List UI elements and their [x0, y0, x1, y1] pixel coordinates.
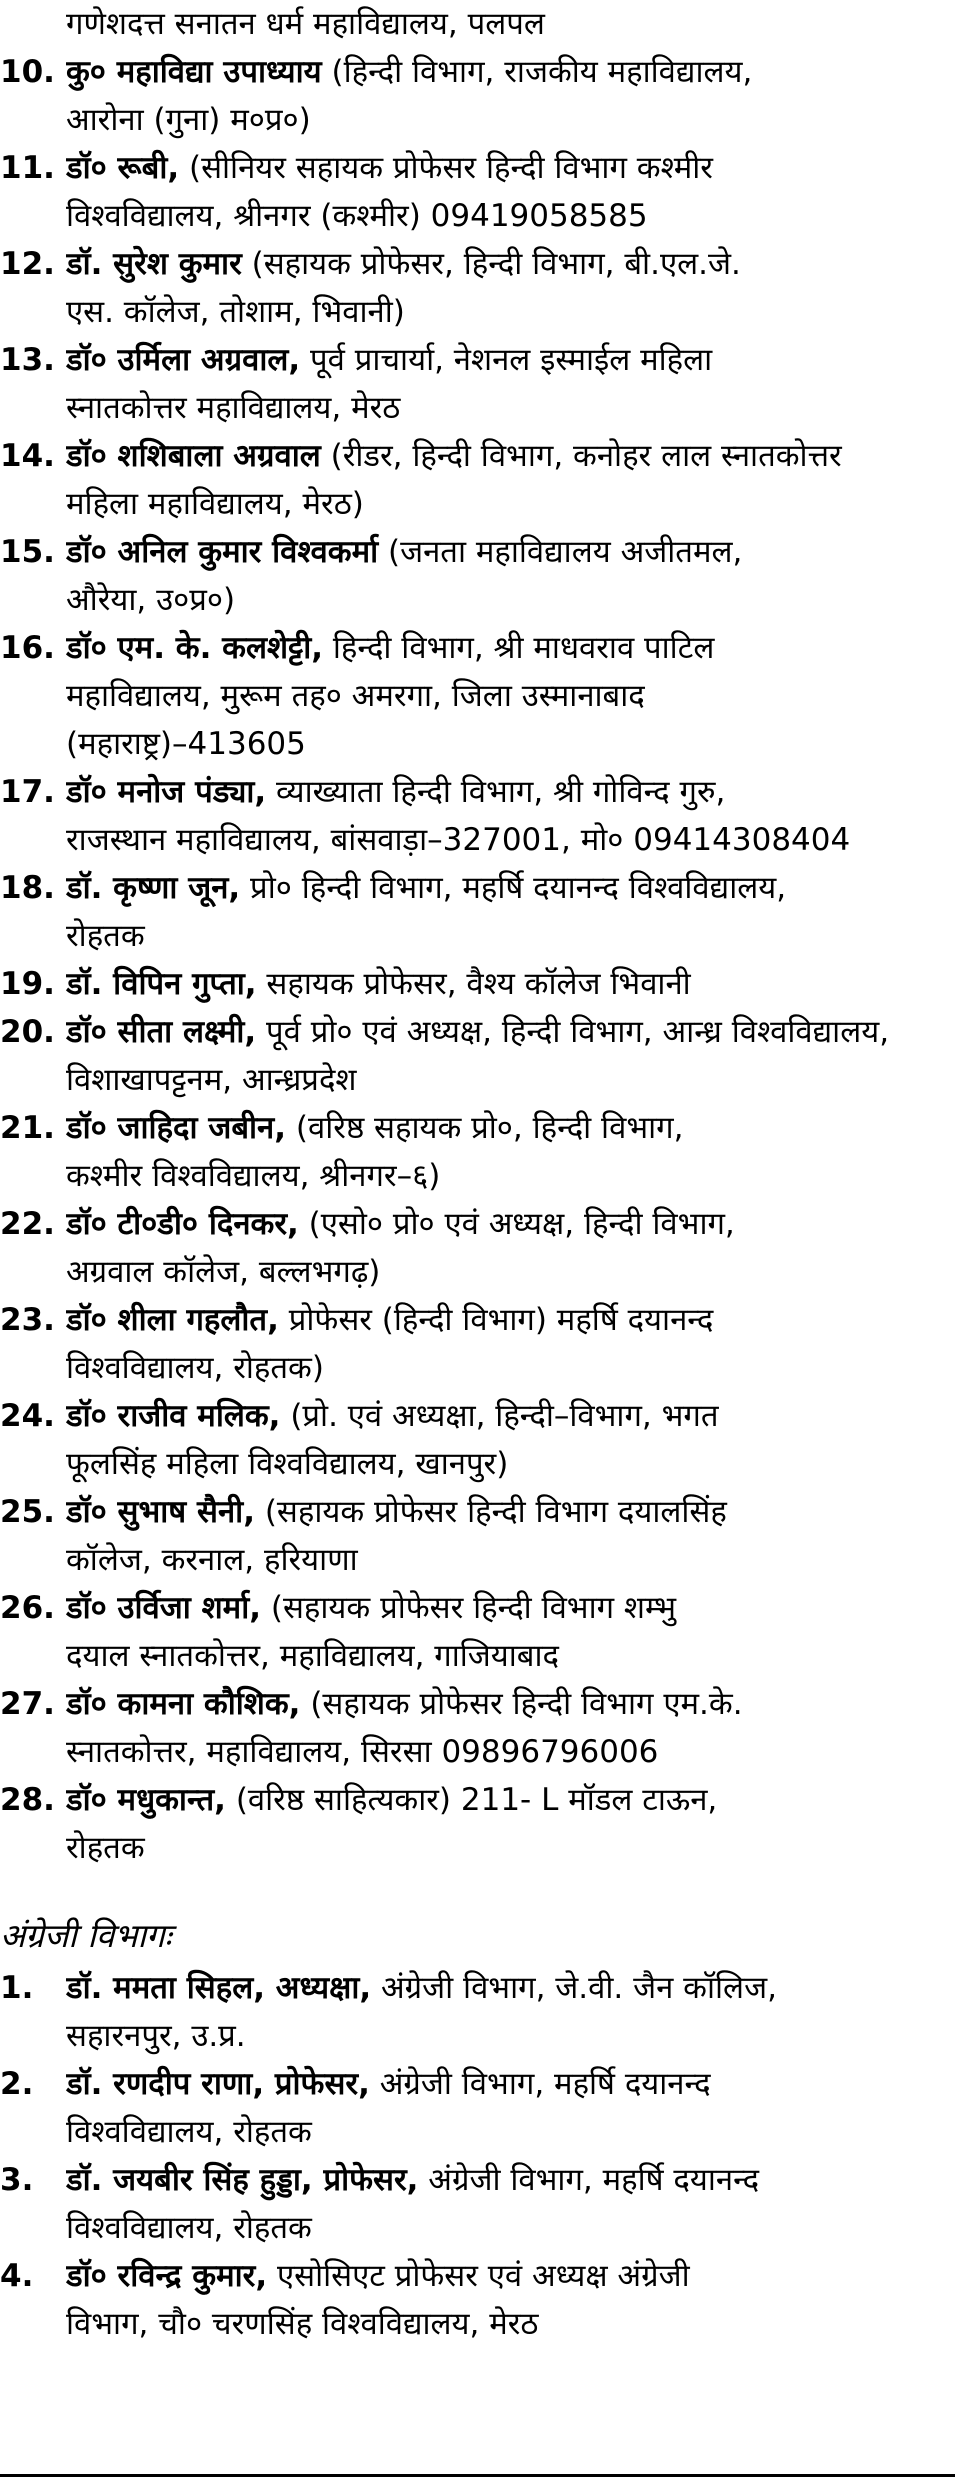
entry-name: डॉ० कामना कौशिक, [66, 1686, 301, 1722]
entry-continuation-line: एस. कॉलेज, तोशाम, भिवानी) [66, 294, 405, 330]
entry-first-line [66, 2156, 950, 2204]
entry-continuation-line: महाविद्यालय, मुरूम तह० अमरगा, जिला उस्मानाबाद [66, 678, 645, 714]
entry-first-line [66, 1104, 950, 1152]
entry-continuation-line: रोहतक [66, 1830, 145, 1866]
list-entry [0, 768, 950, 864]
entry-number: 10. [0, 54, 55, 90]
english-contributors-list [0, 1964, 950, 2348]
list-entry [0, 864, 950, 960]
entry-first-line [66, 1392, 950, 1440]
entry-number: 18. [0, 870, 55, 906]
entry-continuation-line: औरेया, उ०प्र०) [66, 582, 236, 618]
entry-first-line [66, 432, 950, 480]
entry-name: डॉ० उर्मिला अग्रवाल, [66, 342, 301, 378]
entry-number: 11. [0, 150, 55, 186]
entry-name: डॉ० मनोज पंड्या, [66, 774, 267, 810]
entry-name: डॉ० टी०डी० दिनकर, [66, 1206, 299, 1242]
entry-detail: (एसो० प्रो० एवं अध्यक्ष, हिन्दी विभाग, [298, 1206, 735, 1242]
list-entry [0, 1296, 950, 1392]
entry-first-line [66, 2252, 950, 2300]
entry-number: 26. [0, 1590, 55, 1626]
entry-number: 22. [0, 1206, 55, 1242]
entry-detail: (सहायक प्रोफेसर हिन्दी विभाग शम्भु [261, 1590, 677, 1626]
entry-continuation-line: विश्वविद्यालय, श्रीनगर (कश्मीर) 09419058585 [66, 198, 648, 234]
entry-name: डॉ. रणदीप राणा, प्रोफेसर, [66, 2066, 370, 2102]
entry-name: डॉ० मधुकान्त, [66, 1782, 226, 1818]
entry-name: डॉ० सीता लक्ष्मी, [66, 1014, 257, 1050]
entry-name: डॉ० शीला गहलौत, [66, 1302, 279, 1338]
entry-first-line [66, 48, 950, 96]
entry-name: डॉ० जाहिदा जबीन, [66, 1110, 287, 1146]
entry-first-line [66, 1964, 950, 2012]
entry-first-line [66, 1584, 950, 1632]
entry-detail: (रीडर, हिन्दी विभाग, कनोहर लाल स्नातकोत्तर [320, 438, 842, 474]
entry-continuation-line: विश्वविद्यालय, रोहतक [66, 2210, 312, 2246]
entry-first-line [66, 960, 950, 1008]
entry-continuation-line: स्नातकोत्तर महाविद्यालय, मेरठ [66, 390, 401, 426]
entry-detail: अंग्रेजी विभाग, महर्षि दयानन्द [369, 2066, 711, 2102]
list-entry [0, 2060, 950, 2156]
list-entry [0, 960, 950, 1008]
entry-first-line [66, 624, 950, 672]
entry-number: 20. [0, 1014, 55, 1050]
entry-number: 25. [0, 1494, 55, 1530]
entry-number: 15. [0, 534, 55, 570]
entry-number: 27. [0, 1686, 55, 1722]
list-entry [0, 1008, 950, 1104]
entry-first-line [66, 240, 950, 288]
entry-continuation-line: रोहतक [66, 918, 145, 954]
entry-detail: (जनता महाविद्यालय अजीतमल, [378, 534, 743, 570]
entry-name: डॉ० राजीव मलिक, [66, 1398, 281, 1434]
entry-continuation-line: विश्वविद्यालय, रोहतक) [66, 1350, 324, 1386]
entry-detail: पूर्व प्रो० एवं अध्यक्ष, हिन्दी विभाग, आन्ध्र विश्वविद्यालय, [256, 1014, 890, 1050]
entry-name: डॉ० शशिबाला अग्रवाल [66, 438, 321, 474]
entry-continuation-line: फूलसिंह महिला विश्वविद्यालय, खानपुर) [66, 1446, 509, 1482]
list-entry [0, 1488, 950, 1584]
entry-number: 21. [0, 1110, 55, 1146]
list-entry [0, 336, 950, 432]
entry-name: डॉ० अनिल कुमार विश्वकर्मा [66, 534, 379, 570]
entry-continuation-line: महिला महाविद्यालय, मेरठ) [66, 486, 364, 522]
entry-number: 28. [0, 1782, 55, 1818]
entry-name: कु० महाविद्या उपाध्याय [66, 54, 322, 90]
entry-detail: पूर्व प्राचार्या, नेशनल इस्माईल महिला [300, 342, 713, 378]
entry-first-line [66, 1680, 950, 1728]
entry-continuation-line: (महाराष्ट्र)–413605 [66, 726, 306, 762]
entry-detail: सहायक प्रोफेसर, वैश्य कॉलेज भिवानी [256, 966, 691, 1002]
entry-detail: हिन्दी विभाग, श्री माधवराव पाटिल [323, 630, 715, 666]
entry-first-line [66, 768, 950, 816]
list-entry [0, 1776, 950, 1872]
entry-number: 3. [0, 2162, 34, 2198]
entry-detail: (सीनियर सहायक प्रोफेसर हिन्दी विभाग कश्मीर [179, 150, 713, 186]
list-entry [0, 144, 950, 240]
list-entry [0, 432, 950, 528]
entry-number: 1. [0, 1970, 34, 2006]
entry-detail: अंग्रेजी विभाग, जे.वी. जैन कॉलिज, [371, 1970, 777, 2006]
entry-name: डॉ० रविन्द्र कुमार, [66, 2258, 268, 2294]
entry-detail: (सहायक प्रोफेसर हिन्दी विभाग एम.के. [300, 1686, 743, 1722]
list-entry [0, 48, 950, 144]
entry-continuation-line: कश्मीर विश्वविद्यालय, श्रीनगर–६) [66, 1158, 441, 1194]
entry-first-line [66, 1488, 950, 1536]
english-section-heading: अंग्रेजी विभागः [0, 1916, 172, 1955]
list-entry [0, 1392, 950, 1488]
entry-continuation-line: स्नातकोत्तर, महाविद्यालय, सिरसा 09896796006 [66, 1734, 659, 1770]
list-entry [0, 624, 950, 768]
list-entry [0, 1680, 950, 1776]
entry-continuation-line: विशाखापट्टनम, आन्ध्रप्रदेश [66, 1062, 357, 1098]
entry-detail: (वरिष्ठ सहायक प्रो०, हिन्दी विभाग, [286, 1110, 684, 1146]
entry-first-line [66, 1776, 950, 1824]
entry-continuation-line: विभाग, चौ० चरणसिंह विश्वविद्यालय, मेरठ [66, 2306, 539, 2342]
entry-detail: एसोसिएट प्रोफेसर एवं अध्यक्ष अंग्रेजी [267, 2258, 690, 2294]
hindi-contributors-list [0, 48, 950, 1872]
entry-number: 23. [0, 1302, 55, 1338]
entry-detail: (प्रो. एवं अध्यक्षा, हिन्दी–विभाग, भगत [280, 1398, 719, 1434]
entry-detail: प्रोफेसर (हिन्दी विभाग) महर्षि दयानन्द [278, 1302, 714, 1338]
entry-number: 12. [0, 246, 55, 282]
entry-first-line [66, 864, 950, 912]
entry-first-line [66, 336, 950, 384]
entry-detail: व्याख्याता हिन्दी विभाग, श्री गोविन्द गुरु, [266, 774, 726, 810]
entry-continuation-line: अग्रवाल कॉलेज, बल्लभगढ़) [66, 1254, 381, 1290]
entry-continuation-line: कॉलेज, करनाल, हरियाणा [66, 1542, 358, 1578]
entry-number: 17. [0, 774, 55, 810]
entry-detail: (सहायक प्रोफेसर हिन्दी विभाग दयालसिंह [254, 1494, 727, 1530]
footer-rule [0, 2474, 955, 2477]
list-entry [0, 1584, 950, 1680]
entry-number: 14. [0, 438, 55, 474]
entry-name: डॉ. ममता सिहल, अध्यक्षा, [66, 1970, 372, 2006]
entry-number: 16. [0, 630, 55, 666]
list-entry [0, 1964, 950, 2060]
entry-detail: (वरिष्ठ साहित्यकार) 211- L मॉडल टाऊन, [225, 1782, 718, 1818]
entry-name: डॉ. कृष्णा जून, [66, 870, 241, 906]
entry-first-line [66, 2060, 950, 2108]
entry-number: 2. [0, 2066, 34, 2102]
list-entry [0, 1104, 950, 1200]
entry-first-line [66, 144, 950, 192]
entry-name: डॉ. विपिन गुप्ता, [66, 966, 257, 1002]
entry-detail: अंग्रेजी विभाग, महर्षि दयानन्द [418, 2162, 760, 2198]
entry-number: 4. [0, 2258, 34, 2294]
entry-continuation-line: विश्वविद्यालय, रोहतक [66, 2114, 312, 2150]
entry-continuation-line: दयाल स्नातकोत्तर, महाविद्यालय, गाजियाबाद [66, 1638, 560, 1674]
entry-name: डॉ० रूबी, [66, 150, 180, 186]
entry-first-line [66, 1008, 950, 1056]
list-entry [0, 2156, 950, 2252]
entry-number: 19. [0, 966, 55, 1002]
list-entry [0, 240, 950, 336]
entry-name: डॉ. सुरेश कुमार [66, 246, 242, 282]
entry-name: डॉ० सुभाष सैनी, [66, 1494, 255, 1530]
entry-first-line [66, 528, 950, 576]
top-continuation-line: गणेशदत्त सनातन धर्म महाविद्यालय, पलपल [66, 6, 545, 42]
entry-first-line [66, 1296, 950, 1344]
list-entry [0, 1200, 950, 1296]
entry-number: 24. [0, 1398, 55, 1434]
list-entry [0, 528, 950, 624]
entry-continuation-line: राजस्थान महाविद्यालय, बांसवाड़ा–327001, मो० 09414308404 [66, 822, 851, 858]
entry-name: डॉ० एम. के. कलशेट्टी, [66, 630, 324, 666]
entry-name: डॉ. जयबीर सिंह हुड्डा, प्रोफेसर, [66, 2162, 419, 2198]
entry-continuation-line: आरोना (गुना) म०प्र०) [66, 102, 311, 138]
entry-detail: (सहायक प्रोफेसर, हिन्दी विभाग, बी.एल.जे. [241, 246, 741, 282]
entry-name: डॉ० उर्विजा शर्मा, [66, 1590, 262, 1626]
list-entry [0, 2252, 950, 2348]
entry-number: 13. [0, 342, 55, 378]
entry-first-line [66, 1200, 950, 1248]
entry-continuation-line: सहारनपुर, उ.प्र. [66, 2018, 246, 2054]
entry-detail: (हिन्दी विभाग, राजकीय महाविद्यालय, [321, 54, 753, 90]
entry-detail: प्रो० हिन्दी विभाग, महर्षि दयानन्द विश्वविद्यालय, [240, 870, 787, 906]
